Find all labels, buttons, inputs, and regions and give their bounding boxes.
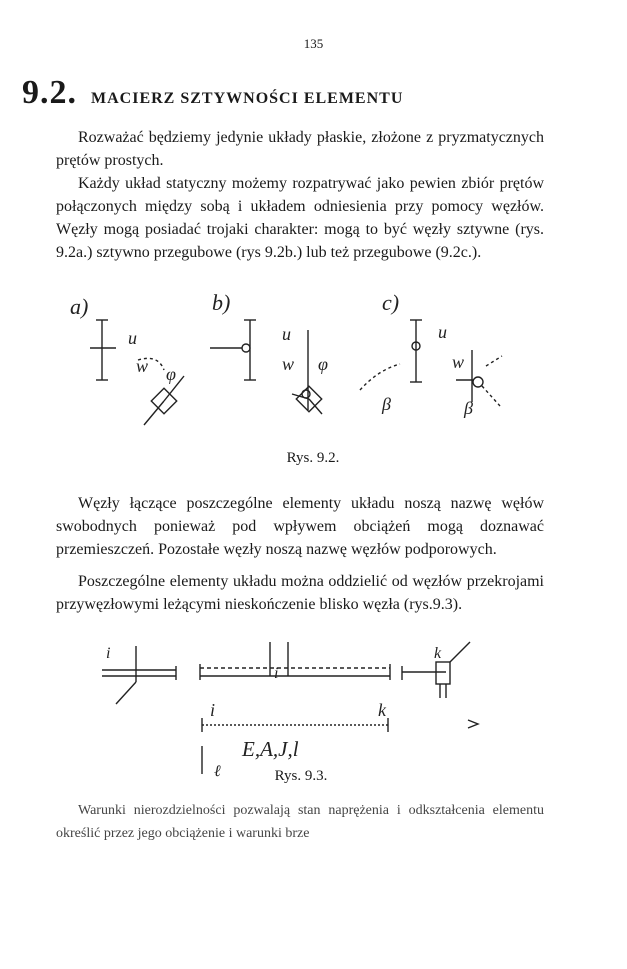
node-square [436,662,450,684]
paragraph-2-text: Każdy układ statyczny możemy rozpatrywać jako pewien zbiór prętów połączonych między sobą i układem odniesienia przy pomocy węzłów. Węzły mogą posiadać trojaki charakter: mogą to być węzły sztywne (rys. 9.2a.) sztywno przegubowe (rys 9.2b.) lub też przegubowe (9.2c.). [56,175,544,261]
member-line [116,682,136,704]
paragraph-4-text: Poszczególne elementy układu można oddzielić od węzłów przekrojami przywęzłowymi leżącymi nieskończenie blisko węzła (rys.9.3). [56,573,544,613]
label-node-k: k [378,700,386,720]
page-number: 135 [303,36,324,51]
rotation-arrow [360,364,400,390]
panel-label-b: b) [212,290,231,315]
member-line [450,642,470,662]
label-w: w [282,354,295,374]
label-w: w [136,356,149,376]
panel-label-c: c) [382,290,400,315]
paragraph-1-text: Rozważać będziemy jedynie układy płaskie, złożone z pryzmatycznych prętów prostych. [56,129,544,169]
section-heading [22,74,403,112]
figure-9-3 [90,636,510,786]
label-phi: φ [318,354,328,374]
paragraph-5 [56,799,544,845]
label-node-k: k [434,645,442,662]
paragraph-3-text: Węzły łączące poszczególne elementy układu noszą nazwę węłów swobodnych ponieważ pod wpływem obciążeń mogą doznawać przemieszczeń. Pozostałe węzły noszą nazwę węzłów podporowych. [56,495,544,558]
figure-9-2 [60,290,550,440]
section-title: MACIERZ SZTYWNOŚCI ELEMENTU [91,90,404,107]
label-node-i: i [106,645,111,662]
label-u: u [128,328,137,348]
length-symbol: ℓ [214,763,221,780]
label-w: w [452,352,465,372]
label-node-i: i [274,665,279,682]
paragraph-2 [56,172,544,264]
element-properties: E,A,J,l [242,737,299,761]
label-u: u [282,324,291,344]
label-beta: β [382,394,391,414]
label-beta: β [464,398,473,418]
label-node-i: i [210,700,216,720]
figure-9-3-caption: Rys. 9.3. [274,768,328,784]
panel-label-a: a) [70,294,89,319]
hinge-circle [473,377,483,387]
paragraph-4 [56,570,544,616]
section-number: 9.2. [22,74,77,111]
member-line [482,386,500,406]
paragraph-5-text: Warunki nierozdzielności pozwalają stan naprężenia i odkształcenia elementu określić przez jego obciążenie i warunki brze [56,803,544,841]
hinge-circle [242,344,250,352]
figure-9-2-caption: Rys. 9.2. [286,450,340,466]
label-u: u [438,322,447,342]
arrow-head [468,720,478,728]
paragraph-3 [56,492,544,561]
paragraph-1 [56,126,544,172]
label-phi: φ [166,364,176,384]
member-line [486,356,502,366]
